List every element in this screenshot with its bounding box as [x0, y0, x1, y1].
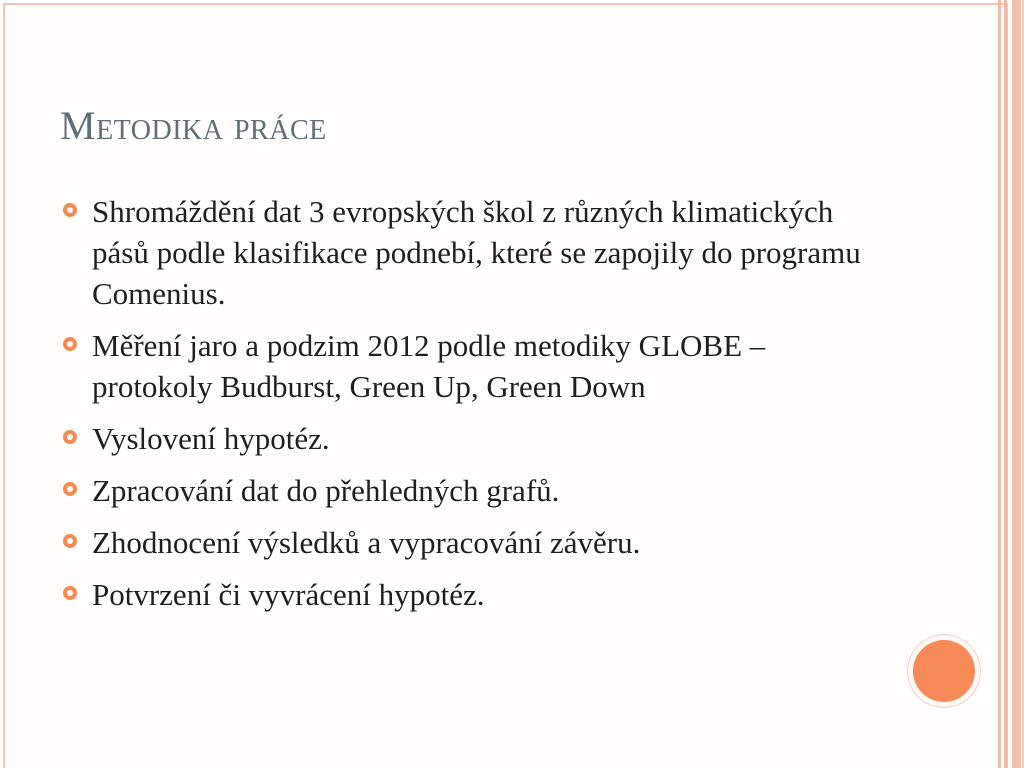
bullet-item — [62, 418, 882, 459]
bullet-item — [62, 574, 882, 615]
bullet-item — [62, 191, 882, 314]
slide-title: Metodika práce — [60, 103, 327, 148]
bullet-ring-icon — [63, 203, 77, 217]
decorative-stripe — [998, 0, 1001, 768]
bullet-ring-icon — [63, 430, 77, 444]
bullet-ring-icon — [63, 482, 77, 496]
right-decorative-stripes — [998, 0, 1024, 768]
bullet-list — [62, 191, 882, 626]
decorative-stripe — [1012, 0, 1021, 768]
bullet-text: Měření jaro a podzim 2012 podle metodiky GLOBE – protokoly Budburst, Green Up, Green Down — [92, 328, 766, 404]
bullet-text: Zpracování dat do přehledných grafů. — [92, 473, 560, 508]
bullet-ring-icon — [63, 586, 77, 600]
bullet-item — [62, 470, 882, 511]
bullet-text: Shromáždění dat 3 evropských škol z různých klimatických pásů podle klasifikace podnebí, které se zapojily do programu Comenius. — [92, 194, 861, 311]
decorative-stripe — [1004, 0, 1007, 768]
bullet-item — [62, 325, 882, 407]
bullet-text: Vyslovení hypotéz. — [92, 421, 330, 456]
bullet-text: Potvrzení či vyvrácení hypotéz. — [92, 577, 485, 612]
corner-accent-circle — [913, 640, 975, 702]
bullet-text: Zhodnocení výsledků a vypracování závěru. — [92, 525, 641, 560]
bullet-ring-icon — [63, 534, 77, 548]
bullet-item — [62, 522, 882, 563]
bullet-ring-icon — [63, 337, 77, 351]
